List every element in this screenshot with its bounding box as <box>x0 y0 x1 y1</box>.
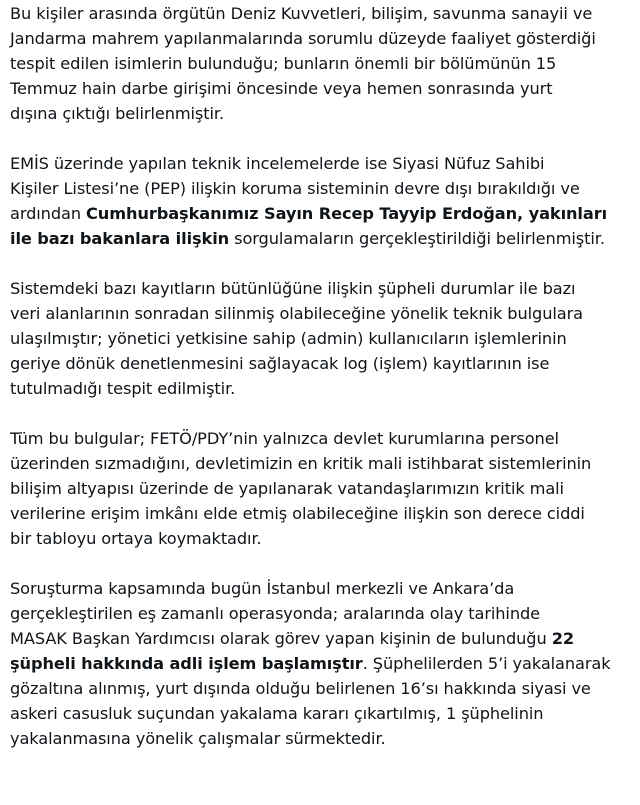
bold-text-run: ile bazı bakanlara ilişkin <box>10 229 230 248</box>
text-run: Soruşturma kapsamında bugün İstanbul merkezli ve Ankara’da <box>10 579 515 598</box>
text-run: tespit edilen isimlerin bulunduğu; bunların önemli bir bölümünün 15 <box>10 54 557 73</box>
text-run: Temmuz hain darbe girişimi öncesinde veya hemen sonrasında yurt <box>10 79 553 98</box>
text-run: . Şüphelilerden 5’i yakalanarak <box>362 654 611 673</box>
text-run: askeri casusluk suçundan yakalama kararı çıkartılmış, 1 şüphelinin <box>10 704 544 723</box>
text-run: sorgulamaların gerçekleştirildiği belirlenmiştir. <box>229 229 605 248</box>
text-line <box>10 601 634 626</box>
text-line <box>10 351 634 376</box>
paragraph-5 <box>10 576 634 751</box>
text-line <box>10 626 634 651</box>
bold-text-run: 22 <box>551 629 575 648</box>
paragraph-2 <box>10 151 634 251</box>
text-line <box>10 176 634 201</box>
text-line <box>10 451 634 476</box>
paragraph-1 <box>10 1 634 126</box>
text-run: ardından <box>10 204 87 223</box>
text-line <box>10 151 634 176</box>
text-line <box>10 76 634 101</box>
text-run: Kişiler Listesi’ne (PEP) ilişkin koruma sisteminin devre dışı bırakıldığı ve <box>10 179 580 198</box>
bold-text-run: şüpheli hakkında adli işlem başlamıştır <box>10 654 363 673</box>
text-line <box>10 526 634 551</box>
text-line <box>10 51 634 76</box>
text-line <box>10 476 634 501</box>
text-run: geriye dönük denetlenmesini sağlayacak log (işlem) kayıtlarının ise <box>10 354 550 373</box>
text-run: yakalanmasına yönelik çalışmalar sürmektedir. <box>10 729 386 748</box>
text-run: Sistemdeki bazı kayıtların bütünlüğüne ilişkin şüpheli durumlar ile bazı <box>10 279 576 298</box>
text-run: ulaşılmıştır; yönetici yetkisine sahip (admin) kullanıcıların işlemlerinin <box>10 329 567 348</box>
text-run: verilerine erişim imkânı elde etmiş olabileceğine ilişkin son derece ciddi <box>10 504 585 523</box>
paragraph-3 <box>10 276 634 401</box>
text-line <box>10 101 634 126</box>
text-run: MASAK Başkan Yardımcısı olarak görev yapan kişinin de bulunduğu <box>10 629 552 648</box>
text-line <box>10 701 634 726</box>
text-run: gözaltına alınmış, yurt dışında olduğu belirlenen 16’sı hakkında siyasi ve <box>10 679 591 698</box>
text-line <box>10 726 634 751</box>
text-line <box>10 276 634 301</box>
text-run: bir tabloyu ortaya koymaktadır. <box>10 529 262 548</box>
text-run: Bu kişiler arasında örgütün Deniz Kuvvetleri, bilişim, savunma sanayii ve <box>10 4 593 23</box>
text-line <box>10 26 634 51</box>
bold-text-run: Cumhurbaşkanımız Sayın Recep Tayyip Erdoğan, yakınları <box>86 204 608 223</box>
text-line <box>10 301 634 326</box>
text-line <box>10 651 634 676</box>
text-run: dışına çıktığı belirlenmiştir. <box>10 104 225 123</box>
text-line <box>10 676 634 701</box>
text-run: üzerinden sızmadığını, devletimizin en kritik mali istihbarat sistemlerinin <box>10 454 592 473</box>
text-run: tutulmadığı tespit edilmiştir. <box>10 379 236 398</box>
text-line <box>10 426 634 451</box>
text-run: Tüm bu bulgular; FETÖ/PDY’nin yalnızca devlet kurumlarına personel <box>10 429 559 448</box>
post-body <box>10 0 634 776</box>
text-line <box>10 501 634 526</box>
text-run: gerçekleştirilen eş zamanlı operasyonda; aralarında olay tarihinde <box>10 604 541 623</box>
text-run: Jandarma mahrem yapılanmalarında sorumlu düzeyde faaliyet gösterdiği <box>10 29 596 48</box>
text-run: veri alanlarının sonradan silinmiş olabileceğine yönelik teknik bulgulara <box>10 304 583 323</box>
text-line <box>10 201 634 226</box>
text-line <box>10 376 634 401</box>
paragraph-4 <box>10 426 634 551</box>
text-line <box>10 576 634 601</box>
text-line <box>10 226 634 251</box>
text-line <box>10 1 634 26</box>
text-line <box>10 326 634 351</box>
text-run: EMİS üzerinde yapılan teknik incelemelerde ise Siyasi Nüfuz Sahibi <box>10 154 545 173</box>
text-run: bilişim altyapısı üzerinde de yapılanarak vatandaşlarımızın kritik mali <box>10 479 564 498</box>
